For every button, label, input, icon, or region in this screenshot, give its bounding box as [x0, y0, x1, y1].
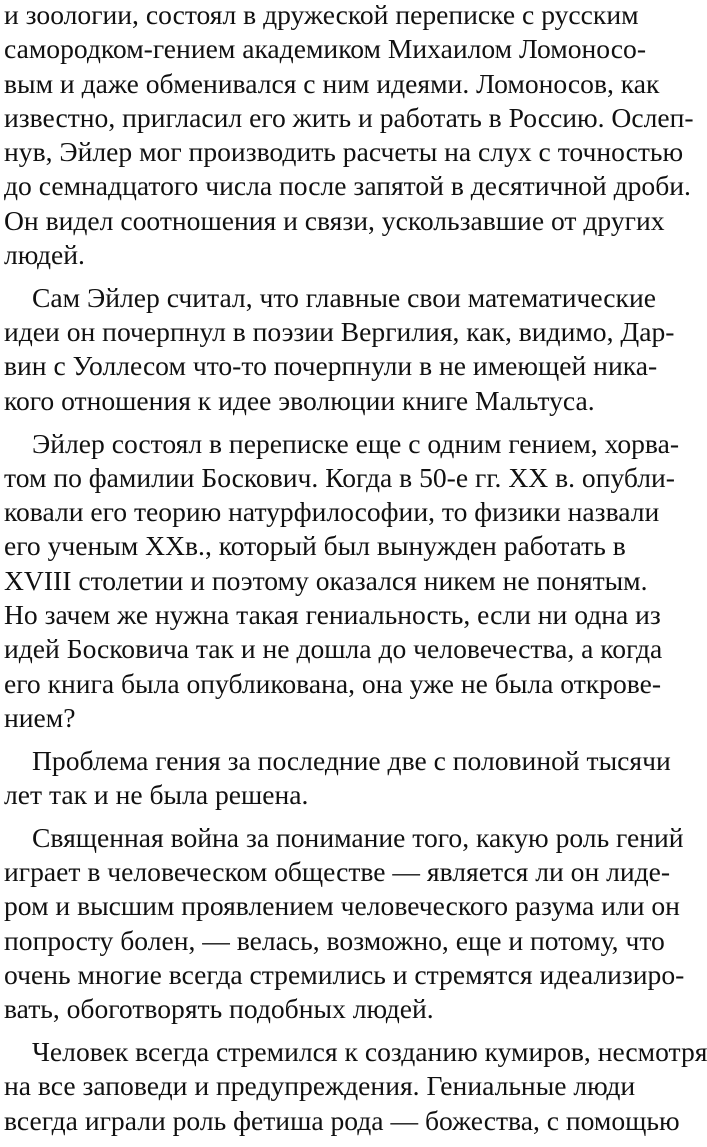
text-line: идеи он почерпнул в поэзии Вергилия, как, видимо, Дар-: [4, 316, 675, 348]
text-line: вать, обоготворять подобных людей.: [4, 993, 434, 1025]
text-line: очень многие всегда стремились и стремятся идеализиро-: [4, 959, 685, 991]
paragraph-4: [4, 744, 671, 813]
text-line: ковали его теорию натурфилософии, то физики назвали: [4, 496, 660, 528]
text-line: том по фамилии Боскович. Когда в 50-е гг. XX в. опубли-: [4, 461, 675, 493]
text-line: попросту болен, — велась, возможно, еще и потому, что: [4, 924, 665, 956]
text-line: XVIII столетии и поэтому оказался никем не понятым.: [4, 564, 648, 596]
text-line: его ученым XXв., который был вынужден работать в: [4, 530, 626, 562]
paragraph-5: [4, 821, 685, 1027]
text-line: нув, Эйлер мог производить расчеты на слух с точностью: [4, 136, 684, 168]
text-line: Священная война за понимание того, какую роль гений: [32, 821, 684, 853]
text-line: на все заповеди и предупреждения. Гениальные люди: [4, 1070, 636, 1102]
text-line: играет в человеческом обществе — является ли он лиде-: [4, 856, 671, 888]
text-line: Сам Эйлер считал, что главные свои математические: [32, 281, 656, 313]
text-line: Эйлер состоял в переписке еще с одним гением, хорва-: [32, 427, 680, 459]
text-line: вин с Уоллесом что-то почерпнули в не имеющей ника-: [4, 350, 658, 382]
text-line: ром и высшим проявлением человеческого разума или он: [4, 890, 680, 922]
paragraph-6: [4, 1035, 707, 1138]
text-line: Человек всегда стремился к созданию кумиров, несмотря: [32, 1036, 707, 1068]
text-line: Проблема гения за последние две с половиной тысячи: [32, 744, 671, 776]
text-line: людей.: [4, 239, 85, 271]
paragraph-3: [4, 427, 680, 736]
text-line: самородком-гением академиком Михаилом Ломоносо-: [4, 33, 647, 65]
text-line: кого отношения к идее эволюции книге Мальтуса.: [4, 384, 595, 416]
text-line: до семнадцатого числа после запятой в десятичной дроби.: [4, 170, 691, 202]
text-line: Он видел соотношения и связи, ускользавшие от других: [4, 204, 665, 236]
text-line: и зоологии, состоял в дружеской переписке с русским: [4, 0, 639, 30]
paragraph-1: [4, 0, 694, 272]
text-line: лет так и не была решена.: [4, 779, 309, 811]
paragraph-2: [4, 281, 675, 418]
text-line: Но зачем же нужна такая гениальность, если ни одна из: [4, 599, 661, 631]
text-line: идей Босковича так и не дошла до человечества, а когда: [4, 633, 663, 665]
text-line: нием?: [4, 701, 76, 733]
text-line: вым и даже обменивался с ним идеями. Ломоносов, как: [4, 67, 660, 99]
text-line: его книга была опубликована, она уже не была открове-: [4, 667, 662, 699]
text-line: всегда играли роль фетиша рода — божества, с помощью: [4, 1104, 680, 1136]
text-line: известно, пригласил его жить и работать в Россию. Ослеп-: [4, 101, 694, 133]
